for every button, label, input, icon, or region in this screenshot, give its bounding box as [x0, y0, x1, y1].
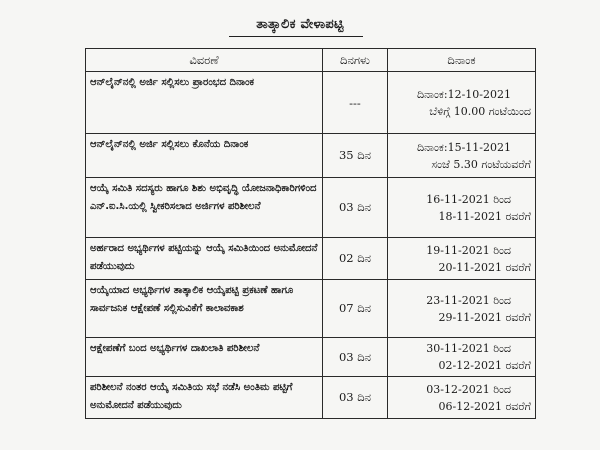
schedule-table [85, 48, 536, 419]
date-time: ಬೆಳಿಗ್ಗೆ 10.00 ಗಂಟೆಯಿಂದ [429, 104, 531, 118]
row-date [388, 238, 536, 280]
row-date [388, 280, 536, 338]
row-days: 35 ದಿನ [323, 134, 388, 178]
date-end: 29-11-2021 ರವರೆಗೆ [438, 310, 531, 324]
row-days: 03 ದಿನ [323, 377, 388, 419]
header-date: ದಿನಾಂಕ [388, 49, 536, 72]
date-end: 20-11-2021 ರವರೆಗೆ [438, 260, 531, 274]
row-date [388, 72, 536, 134]
row-days: 03 ದಿನ [323, 178, 388, 238]
date-start: 23-11-2021 ರಿಂದ [426, 293, 511, 307]
table-header-row [86, 49, 536, 72]
row-days: 07 ದಿನ [323, 280, 388, 338]
row-date [388, 178, 536, 238]
row-description: ಆಕ್ಷೇಪಣೆಗೆ ಬಂದ ಅಭ್ಯರ್ಥಿಗಳ ದಾಖಲಾತಿ ಪರಿಶೀಲನೆ [86, 338, 323, 377]
date-end: 06-12-2021 ರವರೆಗೆ [438, 399, 531, 413]
table-row [86, 238, 536, 280]
title-underline [229, 36, 363, 37]
date-time: ಸಂಜೆ 5.30 ಗಂಟೆಯವರೆಗೆ [431, 157, 531, 171]
row-description: ಆನ್‌ಲೈನ್‌ನಲ್ಲಿ ಅರ್ಜಿ ಸಲ್ಲಿಸಲು ಪ್ರಾರಂಭದ ದಿನಾಂಕ [86, 72, 323, 134]
row-description: ಆಯ್ಕೆ ಸಮಿತಿ ಸದಸ್ಯರು ಹಾಗೂ ಶಿಶು ಅಭಿವೃದ್ಧಿ ಯೋಜನಾಧಿಕಾರಿಗಳಿಂದ ಎನ್.ಐ.ಸಿ.ಯಲ್ಲಿ ಸ್ವೀಕರಿಸಲಾದ ಅರ್ಜಿಗಳ ಪರಿಶೀಲನೆ [86, 178, 323, 238]
row-days: 03 ದಿನ [323, 338, 388, 377]
page-title: ತಾತ್ಕಾಲಿಕ ವೇಳಾಪಟ್ಟಿ [256, 17, 344, 32]
date-start: ದಿನಾಂಕ:15-11-2021 [416, 140, 511, 154]
date-end: 02-12-2021 ರವರೆಗೆ [438, 359, 531, 372]
header-description: ವಿವರಣೆ [86, 49, 323, 72]
table-row [86, 377, 536, 419]
table-row [86, 72, 536, 134]
table-row [86, 280, 536, 338]
date-start: 16-11-2021 ರಿಂದ [426, 192, 511, 206]
row-days: 02 ದಿನ [323, 238, 388, 280]
date-start: 03-12-2021 ರಿಂದ [426, 382, 511, 396]
row-date [388, 134, 536, 178]
row-description: ಪರಿಶೀಲನೆ ನಂತರ ಆಯ್ಕೆ ಸಮಿತಿಯ ಸಭೆ ನಡೆಸಿ ಅಂತಿಮ ಪಟ್ಟಿಗೆ ಅನುಮೋದನೆ ಪಡೆಯುವುದು [86, 377, 323, 419]
row-date [388, 338, 536, 377]
table-row [86, 338, 536, 377]
row-description: ಆಯ್ಕೆಯಾದ ಅಭ್ಯರ್ಥಿಗಳ ತಾತ್ಕಾಲಿಕ ಆಯ್ಕೆಪಟ್ಟಿ ಪ್ರಕಟಣೆ ಹಾಗೂ ಸಾರ್ವಜನಿಕ ಆಕ್ಷೇಪಣೆ ಸಲ್ಲಿಸುವಿಕೆಗೆ ಕಾಲಾವಕಾಶ [86, 280, 323, 338]
header-days: ದಿನಗಳು [323, 49, 388, 72]
row-date [388, 377, 536, 419]
table-row [86, 134, 536, 178]
date-start: ದಿನಾಂಕ:12-10-2021 [416, 87, 511, 101]
row-description: ಅರ್ಹರಾದ ಅಭ್ಯರ್ಥಿಗಳ ಪಟ್ಟಿಯನ್ನು ಆಯ್ಕೆ ಸಮಿತಿಯಿಂದ ಅನುಮೋದನೆ ಪಡೆಯುವುದು [86, 238, 323, 280]
row-description: ಆನ್‌ಲೈನ್‌ನಲ್ಲಿ ಅರ್ಜಿ ಸಲ್ಲಿಸಲು ಕೊನೆಯ ದಿನಾಂಕ [86, 134, 323, 178]
date-start: 19-11-2021 ರಿಂದ [426, 243, 511, 257]
row-days: --- [323, 72, 388, 134]
date-start: 30-11-2021 ರಿಂದ [426, 342, 511, 355]
table-row [86, 178, 536, 238]
date-end: 18-11-2021 ರವರೆಗೆ [438, 209, 531, 223]
